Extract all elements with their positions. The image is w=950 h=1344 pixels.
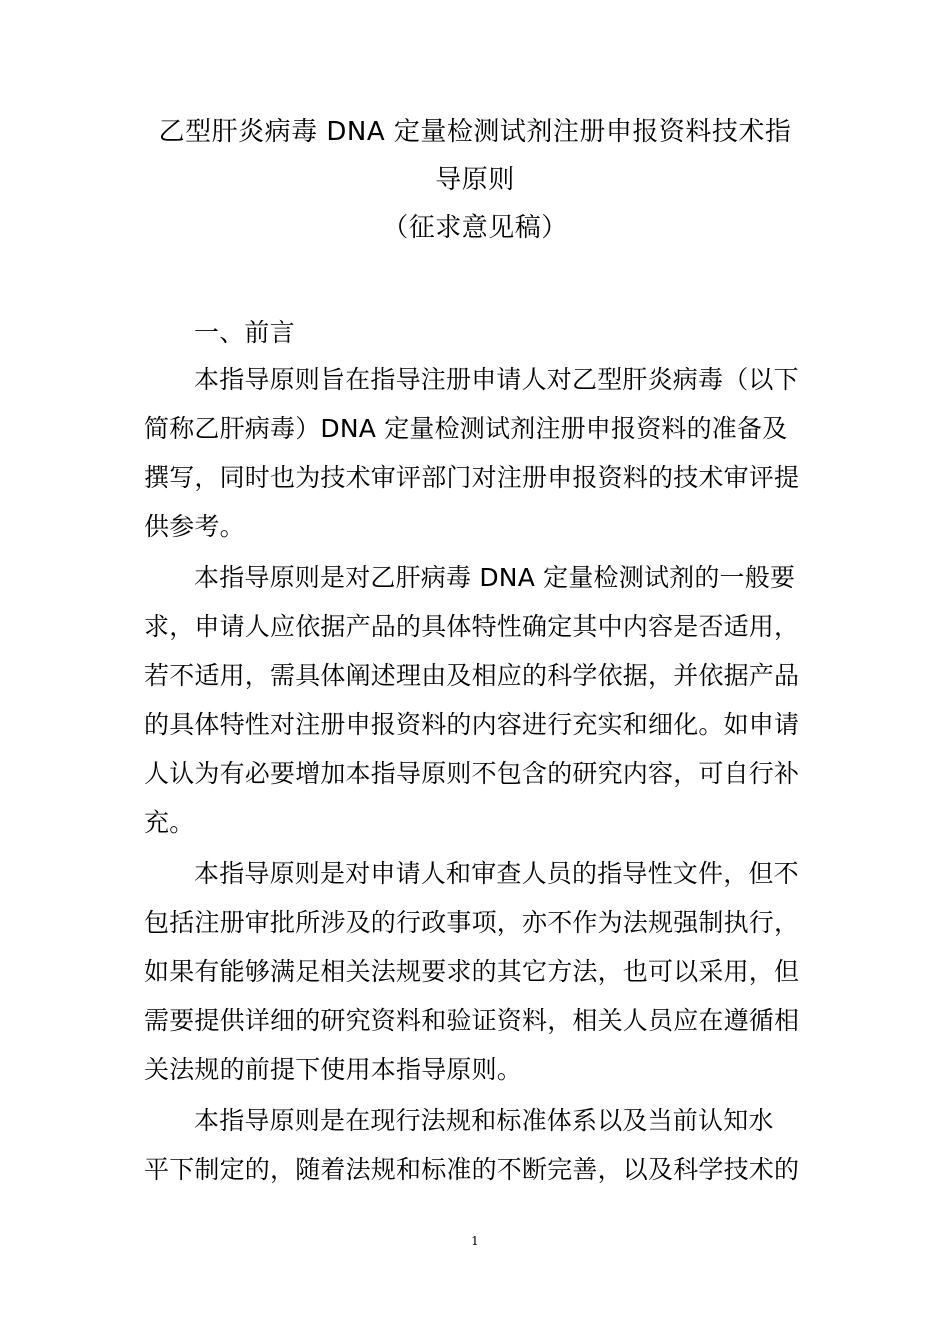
- document-subtitle: （征求意见稿）: [382, 213, 568, 243]
- paragraph-line: 求，申请人应依据产品的具体特性确定其中内容是否适用，: [144, 612, 800, 641]
- paragraph-line: 包括注册审批所涉及的行政事项，亦不作为法规强制执行，: [144, 908, 800, 937]
- paragraph-line: 关法规的前提下使用本指导原则。: [144, 1055, 523, 1084]
- paragraph-line: 充。: [144, 808, 195, 837]
- paragraph-line: 本指导原则是在现行法规和标准体系以及当前认知水: [194, 1106, 774, 1135]
- paragraph-line: 人认为有必要增加本指导原则不包含的研究内容，可自行补: [144, 759, 800, 788]
- paragraph-line: 撰写，同时也为技术审评部门对注册申报资料的技术审评提: [144, 463, 800, 492]
- document-title-line-2: 导原则: [435, 165, 515, 195]
- paragraph-line: 本指导原则是对乙肝病毒 DNA 定量检测试剂的一般要: [194, 563, 796, 592]
- paragraph-line: 的具体特性对注册申报资料的内容进行充实和细化。如申请: [144, 710, 800, 739]
- page-number: 1: [471, 1234, 479, 1248]
- paragraph-line: 供参考。: [144, 512, 245, 541]
- paragraph-line: 简称乙肝病毒）DNA 定量检测试剂注册申报资料的准备及: [144, 414, 788, 443]
- paragraph-line: 本指导原则是对申请人和审查人员的指导性文件，但不: [194, 859, 799, 888]
- paragraph-line: 本指导原则旨在指导注册申请人对乙型肝炎病毒（以下: [194, 365, 799, 394]
- section-heading: 一、前言: [194, 318, 295, 347]
- paragraph-line: 需要提供详细的研究资料和验证资料，相关人员应在遵循相: [144, 1006, 800, 1035]
- paragraph-line: 若不适用，需具体阐述理由及相应的科学依据，并依据产品: [144, 661, 800, 690]
- document-title-line-1: 乙型肝炎病毒 DNA 定量检测试剂注册申报资料技术指: [158, 117, 792, 147]
- paragraph-line: 如果有能够满足相关法规要求的其它方法，也可以采用，但: [144, 957, 800, 986]
- paragraph-line: 平下制定的，随着法规和标准的不断完善，以及科学技术的: [144, 1155, 800, 1184]
